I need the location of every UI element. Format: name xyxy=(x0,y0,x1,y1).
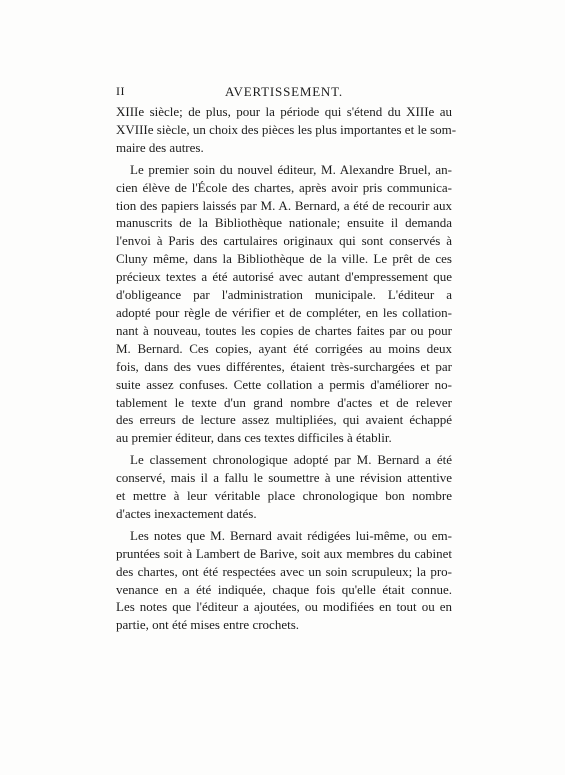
text-line: pruntées soit à Lambert de Barive, soit aux membres du cabinet xyxy=(116,545,452,561)
text-line: cien élève de l'École des chartes, après avoir pris communica- xyxy=(116,179,452,195)
text-line: des erreurs de lecture assez multipliées, qui avaient échappé xyxy=(116,412,452,428)
text-line: et mettre à leur véritable place chronologique bon nombre xyxy=(116,488,452,504)
text-line: fois, dans des vues différentes, étaient très-surchargées et par xyxy=(116,358,452,374)
text-line: XVIIIe siècle, un choix des pièces les plus importantes et le som- xyxy=(116,121,457,137)
text-line: suite assez confuses. Cette collation a permis d'améliorer no- xyxy=(116,376,452,392)
paragraph xyxy=(116,103,457,157)
running-title: AVERTISSEMENT. xyxy=(225,84,343,99)
text-line: Le premier soin du nouvel éditeur, M. Alexandre Bruel, an- xyxy=(130,161,452,177)
text-line: partie, ont été mises entre crochets. xyxy=(116,617,300,633)
text-line: M. Bernard. Ces copies, ayant été corrigées au moins deux xyxy=(116,340,452,356)
text-line: conservé, mais il a fallu le soumettre à une révision attentive xyxy=(116,470,452,486)
text-line: des chartes, ont été respectées avec un soin scrupuleux; la pro- xyxy=(116,563,452,579)
text-line: manuscrits de la Bibliothèque nationale; ensuite il demanda xyxy=(116,215,452,231)
text-line: adopté pour règle de vérifier et de compléter, en les collation- xyxy=(116,304,452,320)
page-header xyxy=(116,84,452,102)
text-line: au premier éditeur, dans ces textes difficiles à établir. xyxy=(116,430,392,446)
text-line: Les notes que M. Bernard avait rédigées lui-même, ou em- xyxy=(130,527,452,543)
body-text xyxy=(116,103,457,638)
text-line: l'envoi à Paris des cartulaires originaux qui sont conservés à xyxy=(116,233,452,249)
text-line: tion des papiers laissés par M. A. Bernard, a été de recourir aux xyxy=(116,197,452,213)
text-line: Cluny même, dans la Bibliothèque de la ville. Le prêt de ces xyxy=(116,251,452,267)
paragraph xyxy=(116,527,452,634)
text-line: précieux textes a été autorisé avec autant d'empressement que xyxy=(116,269,452,285)
page-number: II xyxy=(116,84,125,98)
text-line: XIIIe siècle; de plus, pour la période qui s'étend du XIIIe au xyxy=(116,104,452,119)
text-line: d'actes inexactement datés. xyxy=(116,505,257,521)
text-line: nant à nouveau, toutes les copies de chartes faites par ou pour xyxy=(116,322,452,338)
text-line: d'obligeance par l'administration municipale. L'éditeur a xyxy=(116,287,452,303)
text-line: Les notes que l'éditeur a ajoutées, ou modifiées en tout ou en xyxy=(116,599,452,615)
text-line: maire des autres. xyxy=(116,139,204,155)
paragraph xyxy=(116,451,452,523)
paragraph xyxy=(116,161,452,448)
text-line: venance en a été indiquée, chaque fois qu'elle était connue. xyxy=(116,581,452,597)
text-line: Le classement chronologique adopté par M. Bernard a été xyxy=(130,452,452,468)
text-line: tablement le texte d'un grand nombre d'actes et de relever xyxy=(116,394,452,410)
